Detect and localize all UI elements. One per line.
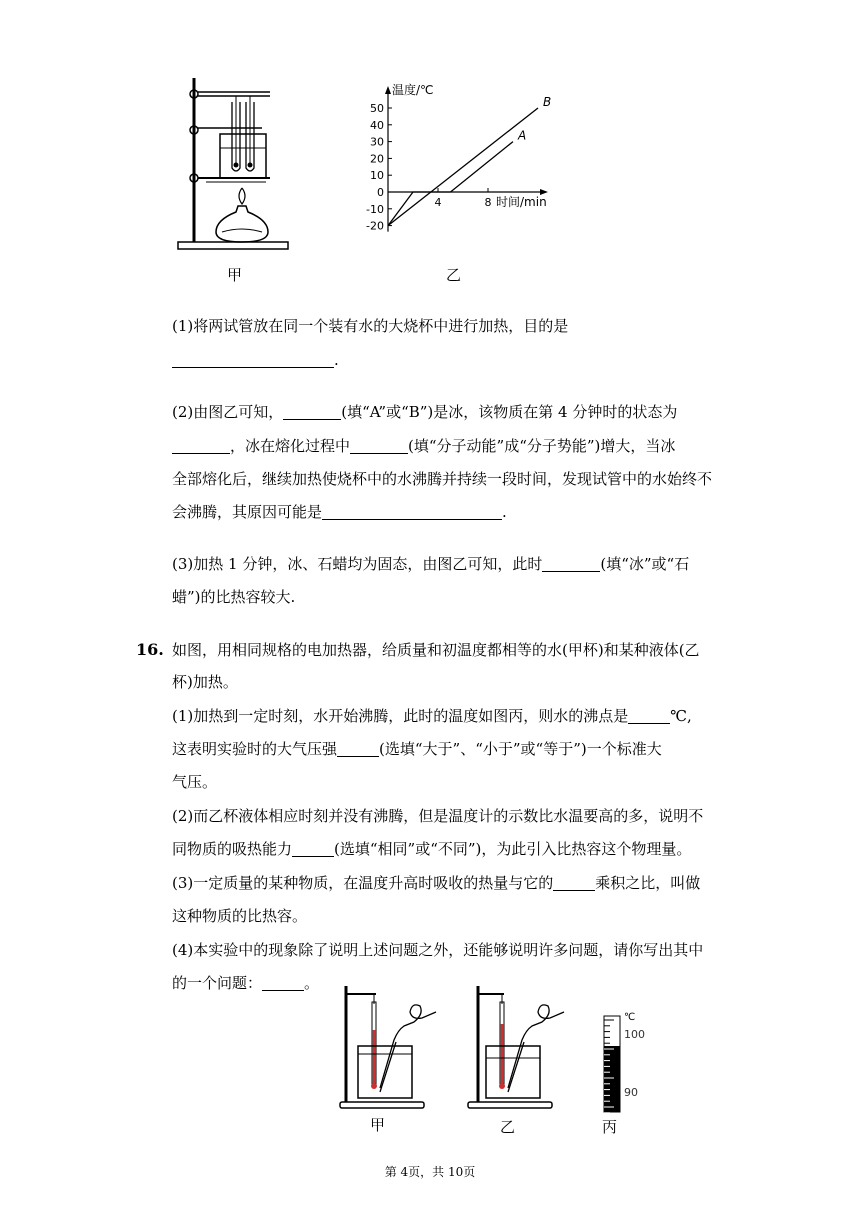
- q16-p3-text-c: 这种物质的比热容。: [172, 907, 308, 925]
- q15-p1-end: .: [334, 351, 339, 369]
- q15-p2-text-e: 全部熔化后，继续加热使烧杯中的水沸腾并持续一段时间，发现试管中的水始终不: [172, 470, 713, 488]
- caption-yi-bottom: 乙: [500, 1118, 516, 1136]
- q16-p4-blank[interactable]: [262, 974, 304, 991]
- series-label-A: A: [518, 128, 527, 143]
- q16-p1-text-e: 气压。: [172, 773, 218, 791]
- y-tick-label: 40: [370, 118, 384, 132]
- q16-p4-text-a: (4)本实验中的现象除了说明上述问题之外，还能够说明许多问题，请你写出其中: [172, 941, 704, 959]
- q16-part2-line1: [172, 806, 703, 826]
- q15-p2-text-f: 会沸腾，其原因可能是: [172, 503, 323, 521]
- q15-part2-line1: [172, 402, 677, 422]
- q15-part3-line2: [172, 587, 295, 607]
- q15-p2-text-d: (填“分子动能”成“分子势能”)增大，当冰: [408, 437, 676, 455]
- q16-p1-blank2[interactable]: [337, 740, 379, 757]
- y-tick-label: 50: [370, 102, 384, 115]
- y-axis-arrow: [385, 86, 391, 94]
- q15-p3-text-a: (3)加热 1 分钟，冰、石蜡均为固态，由图乙可知，此时: [172, 555, 543, 573]
- y-tick-label: -10: [366, 202, 384, 216]
- q15-p2-text-b: (填“A”或“B”)是冰，该物质在第 4 分钟时的状态为: [341, 403, 678, 421]
- therm-label-90: 90: [624, 1086, 638, 1099]
- caption-jia-bottom: 甲: [370, 1116, 386, 1134]
- q15-part2-line4: [172, 502, 507, 522]
- thermometer-figure-bing: [598, 1010, 658, 1114]
- q16-p2-text-c: (选填“相同”或“不同”)，为此引入比热容这个物理量。: [334, 840, 692, 858]
- q16-intro-a: 如图，用相同规格的电加热器，给质量和初温度都相等的水(甲杯)和某种液体(乙: [172, 641, 700, 659]
- q15-p3-blank[interactable]: [542, 555, 600, 572]
- beaker-figure-jia: [336, 980, 448, 1112]
- x-axis-label: 时间/min: [496, 195, 547, 209]
- q16-part1-line2: [172, 739, 662, 759]
- q16-part3-line2: [172, 906, 307, 926]
- q16-intro-line1: [172, 640, 700, 660]
- q16-intro-b: 杯)加热。: [172, 673, 238, 691]
- q15-p2-blank2[interactable]: [172, 437, 230, 454]
- q16-part4-line2: [172, 973, 319, 993]
- q15-p2-text-a: (2)由图乙可知，: [172, 403, 284, 421]
- q16-p3-blank[interactable]: [553, 874, 595, 891]
- series-label-B: B: [543, 95, 552, 109]
- page-footer: 第 4页，共 10页: [384, 1165, 476, 1179]
- q16-p1-text-b: ℃,: [670, 707, 692, 725]
- caption-yi-top: 乙: [446, 266, 462, 284]
- q16-p2-blank[interactable]: [292, 840, 334, 857]
- q15-p2-blank3[interactable]: [350, 437, 408, 454]
- q16-p1-text-d: (选填“大于”、“小于”或“等于”)一个标准大: [379, 740, 662, 758]
- y-tick-label: 30: [370, 135, 384, 149]
- y-tick-label: 0: [377, 186, 384, 199]
- q16-p4-text-b: 的一个问题：: [172, 974, 263, 992]
- q16-p3-text-b: 乘积之比，叫做: [595, 874, 701, 892]
- x-tick-label: 4: [434, 196, 442, 209]
- therm-label-100: 100: [624, 1028, 645, 1041]
- q16-p1-text-a: (1)加热到一定时刻，水开始沸腾，此时的温度如图丙，则水的沸点是: [172, 707, 629, 725]
- q16-part1-line3: [172, 772, 217, 792]
- beaker-figure-yi: [464, 980, 576, 1112]
- q16-part2-line2: [172, 839, 691, 859]
- series-line-A: [388, 142, 513, 226]
- y-tick-label: 10: [370, 169, 384, 183]
- caption-bing: 丙: [602, 1118, 618, 1136]
- temperature-time-graph: [360, 82, 560, 242]
- q16-part4-line1: [172, 940, 703, 960]
- q15-part2-line3: [172, 469, 712, 489]
- q16-p1-text-c: 这表明实验时的大气压强: [172, 740, 338, 758]
- therm-unit: ℃: [624, 1012, 636, 1023]
- apparatus-figure-jia: [172, 72, 294, 252]
- q15-part2-line2: [172, 436, 675, 456]
- q16-p3-text-a: (3)一定质量的某种物质，在温度升高时吸收的热量与它的: [172, 874, 554, 892]
- x-tick-label: 8: [484, 196, 492, 209]
- q15-p1-blank[interactable]: [172, 351, 334, 368]
- y-tick-label: -20: [366, 219, 384, 233]
- caption-jia-top: 甲: [227, 266, 243, 284]
- q15-p1-text: (1)将两试管放在同一个装有水的大烧杯中进行加热，目的是: [172, 317, 569, 335]
- q16-part3-line1: [172, 873, 700, 893]
- q16-p2-text-b: 同物质的吸热能力: [172, 840, 293, 858]
- q15-p2-text-g: .: [502, 503, 507, 521]
- q15-p2-blank1[interactable]: [283, 403, 341, 420]
- q15-part3-line1: [172, 554, 689, 574]
- q15-p2-text-c: ，冰在熔化过程中: [230, 437, 351, 455]
- q15-p3-text-b: (填“冰”或“石: [600, 555, 690, 573]
- y-tick-label: 20: [370, 152, 384, 166]
- q15-p3-text-c: 蜡”)的比热容较大.: [172, 588, 296, 606]
- y-axis-label: 温度/℃: [392, 83, 434, 97]
- q15-part1-line: [172, 316, 568, 336]
- q15-part1-answer-line: [172, 350, 339, 370]
- q16-number: 16.: [136, 640, 164, 659]
- q15-p2-blank4[interactable]: [322, 503, 502, 520]
- q16-intro-line2: [172, 672, 238, 692]
- q16-p2-text-a: (2)而乙杯液体相应时刻并没有沸腾，但是温度计的示数比水温要高的多，说明不: [172, 807, 704, 825]
- q16-p1-blank1[interactable]: [628, 707, 670, 724]
- q16-part1-line1: [172, 706, 692, 726]
- q16-p4-text-c: 。: [304, 974, 320, 992]
